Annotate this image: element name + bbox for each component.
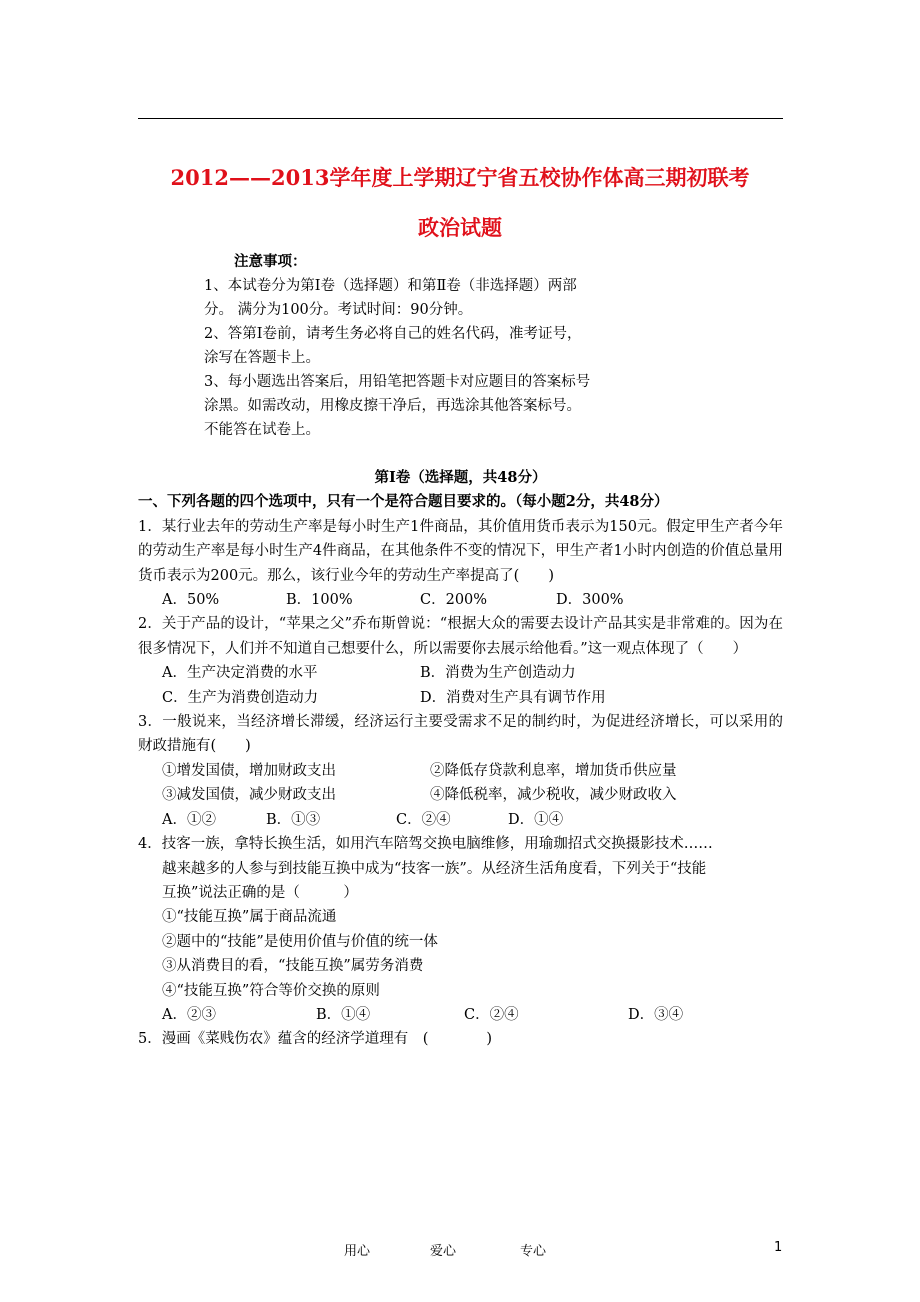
statement-3: ③从消费目的看，“技能互换”属劳务消费 — [162, 958, 424, 975]
question-3-options — [138, 808, 783, 832]
note-line: 涂黑。如需改动，用橡皮擦干净后，再选涂其他答案标号。 — [204, 398, 581, 414]
note-line: 1、本试卷分为第Ⅰ卷（选择题）和第Ⅱ卷（非选择题）两部 — [204, 278, 577, 294]
statement-4: ④降低税率，减少税收，减少财政收入 — [430, 787, 677, 804]
footer-left: 用心 — [344, 1244, 371, 1259]
statement-1: ①增发国债，增加财政支出 — [162, 762, 336, 779]
option-b: B．①④ — [316, 1006, 371, 1023]
note-line: 不能答在试卷上。 — [204, 422, 320, 438]
part-heading: 一、下列各题的四个选项中，只有一个是符合题目要求的。（每小题2分，共48分） — [138, 493, 669, 511]
question-2-options-row1 — [138, 661, 783, 685]
notes-block — [204, 250, 644, 442]
statement-2: ②题中的“技能”是使用价值与价值的统一体 — [162, 933, 438, 950]
question-4-stem-line1: 4．技客一族，拿特长换生活，如用汽车陪驾交换电脑维修，用瑜珈招式交换摄影技术…… — [138, 836, 713, 853]
option-d: D．消费对生产具有调节作用 — [420, 689, 606, 706]
note-line: 涂写在答题卡上。 — [204, 350, 320, 366]
option-a: A．50% — [162, 592, 220, 609]
note-item-3 — [204, 370, 644, 442]
note-line: 3、每小题选出答案后，用铅笔把答题卡对应题目的答案标号 — [204, 374, 591, 390]
option-a: A．②③ — [162, 1006, 216, 1023]
footer-middle: 爱心 — [430, 1244, 457, 1259]
option-c: C．②④ — [464, 1006, 519, 1023]
exam-subtitle: 政治试题 — [418, 215, 502, 240]
footer-right: 专心 — [520, 1244, 547, 1259]
question-5-stem: 5．漫画《菜贱伤农》蕴含的经济学道理有 ( ) — [138, 1031, 493, 1048]
option-a: A．生产决定消费的水平 — [162, 665, 318, 682]
question-4-stem-line2: 越来越多的人参与到技能互换中成为“技客一族”。从经济生活角度看，下列关于“技能 — [162, 860, 707, 877]
option-d: D．③④ — [628, 1006, 684, 1023]
note-item-2 — [204, 322, 644, 370]
note-line: 分。 满分为100分。考试时间：90分钟。 — [204, 302, 473, 318]
header-rule — [138, 118, 783, 119]
option-a: A．①② — [162, 811, 216, 828]
question-3-stem: 3．一般说来，当经济增长滞缓，经济运行主要受需求不足的制约时，为促进经济增长，可以采用的财政措施有( ) — [138, 714, 783, 755]
question-4-stem-line3: 互换”说法正确的是（ ） — [162, 884, 358, 901]
statement-1: ①“技能互换”属于商品流通 — [162, 909, 337, 926]
statement-2: ②降低存贷款利息率，增加货币供应量 — [430, 762, 677, 779]
question-3-items-row1 — [138, 759, 783, 783]
statement-3: ③减发国债，减少财政支出 — [162, 787, 336, 804]
question-4-options — [138, 1003, 783, 1027]
option-c: C．②④ — [396, 811, 451, 828]
question-1-stem: 1．某行业去年的劳动生产率是每小时生产1件商品，其价值用货币表示为150元。假定甲生产者今年的劳动生产率是每小时生产4件商品，在其他条件不变的情况下，甲生产者1小时内创造的价值总量用货币表示为200元。那么，该行业今年的劳动生产率提高了( ) — [138, 518, 783, 584]
question-2-options-row2 — [138, 686, 783, 710]
question-1-options — [138, 588, 783, 612]
option-c: C．生产为消费创造动力 — [162, 689, 319, 706]
option-d: D．①④ — [508, 811, 564, 828]
statement-4: ④“技能互换”符合等价交换的原则 — [162, 982, 380, 999]
question-3-items-row2 — [138, 783, 783, 807]
questions-body — [138, 466, 783, 1052]
option-c: C．200% — [420, 592, 488, 609]
option-b: B．100% — [286, 592, 353, 609]
notes-heading: 注意事项： — [234, 253, 307, 270]
note-line: 2、答第Ⅰ卷前，请考生务必将自己的姓名代码，准考证号， — [204, 326, 582, 342]
note-item-1 — [204, 274, 644, 322]
question-2-stem: 2．关于产品的设计，“苹果之父”乔布斯曾说：“根据大众的需要去设计产品其实是非常难的。因为在很多情况下，人们并不知道自己想要什么，所以需要你去展示给他看。”这一观点体现了（ ） — [138, 616, 783, 657]
exam-title: 2012——2013学年度上学期辽宁省五校协作体高三期初联考 — [170, 165, 750, 190]
option-b: B．①③ — [266, 811, 321, 828]
option-d: D．300% — [556, 592, 624, 609]
page-number: 1 — [774, 1240, 783, 1255]
section-title: 第Ⅰ卷（选择题，共48分） — [374, 469, 547, 486]
option-b: B．消费为生产创造动力 — [420, 665, 576, 682]
